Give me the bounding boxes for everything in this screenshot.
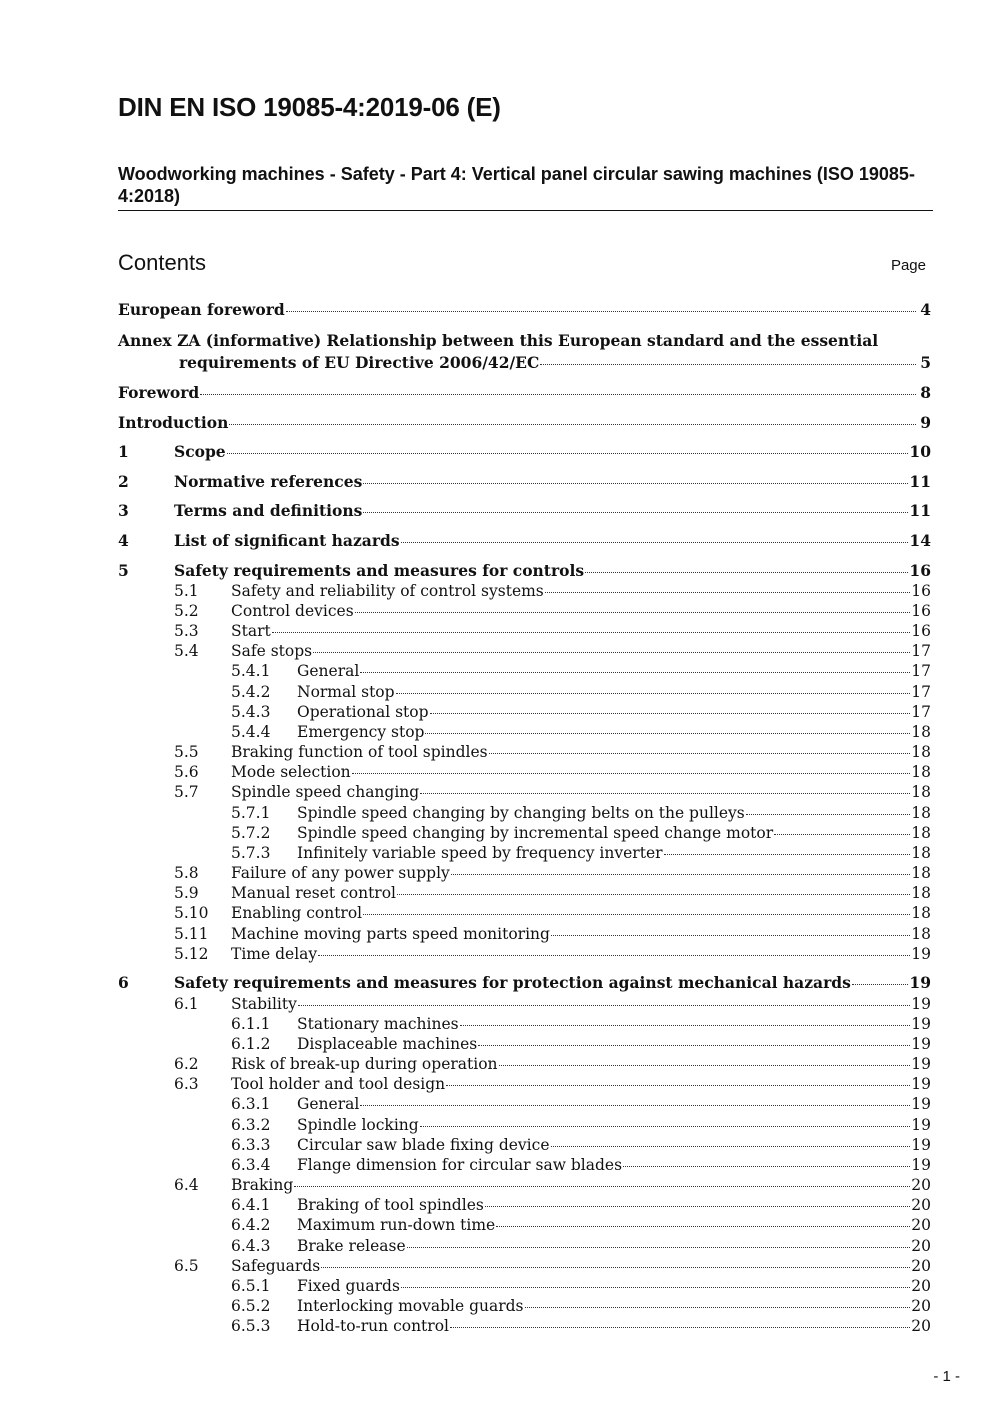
toc-leader-dots <box>496 1226 910 1227</box>
toc-leader-dots <box>852 984 909 985</box>
contents-heading: Contents <box>118 250 207 275</box>
toc-entry-page: 19 <box>911 945 931 963</box>
toc-entry-6-5-3[interactable] <box>118 1316 931 1336</box>
toc-leader-dots <box>352 773 911 774</box>
toc-entry-page: 19 <box>911 1055 931 1073</box>
toc-entry-title: Mode selection <box>231 763 351 781</box>
toc-leader-dots <box>360 1105 910 1106</box>
toc-entry-page: 11 <box>909 501 931 520</box>
toc-entry-number: 5.12 <box>174 945 209 963</box>
toc-leader-dots <box>401 1287 910 1288</box>
toc-entry-introduction[interactable] <box>118 413 931 433</box>
toc-entry-number: 5.8 <box>174 864 199 882</box>
toc-entry-page: 20 <box>911 1257 931 1275</box>
toc-entry-page: 17 <box>911 662 931 680</box>
toc-entry-5-7-2[interactable] <box>118 823 931 843</box>
toc-leader-dots <box>321 1267 910 1268</box>
toc-entry-page: 19 <box>911 1156 931 1174</box>
toc-leader-dots <box>446 1085 910 1086</box>
toc-entry-page: 20 <box>911 1277 931 1295</box>
document-id: DIN EN ISO 19085-4:2019-06 (E) <box>118 92 501 122</box>
toc-leader-dots <box>425 733 910 734</box>
toc-entry-title: Start <box>231 622 271 640</box>
toc-entry-6-1-1[interactable] <box>118 1014 931 1034</box>
toc-entry-page: 20 <box>911 1237 931 1255</box>
toc-entry-6-3-1[interactable] <box>118 1094 931 1114</box>
toc-entry-6-1-2[interactable] <box>118 1034 931 1054</box>
toc-entry-number: 5.3 <box>174 622 199 640</box>
toc-entry-number: 6.1 <box>174 995 199 1013</box>
toc-entry-page: 19 <box>911 995 931 1013</box>
toc-leader-dots <box>540 364 916 365</box>
toc-leader-dots <box>272 632 911 633</box>
toc-entry-6-5[interactable] <box>118 1256 931 1276</box>
toc-leader-dots <box>363 512 908 513</box>
toc-leader-dots <box>229 424 916 425</box>
toc-entry-page: 16 <box>909 561 931 580</box>
toc-entry-page: 20 <box>911 1196 931 1214</box>
toc-entry-6-1[interactable] <box>118 994 931 1014</box>
toc-leader-dots <box>286 311 916 312</box>
toc-entry-title: Emergency stop <box>297 723 425 741</box>
toc-entry-annex-za-line1[interactable]: Annex ZA (informative) Relationship between this European standard and the essential <box>118 331 879 350</box>
document-title: Woodworking machines - Safety - Part 4: Vertical panel circular sawing machines (ISO 19085-4:2018) <box>118 164 915 206</box>
toc-entry-page: 14 <box>909 531 931 550</box>
toc-entry-title: Enabling control <box>231 904 363 922</box>
toc-entry-title: Stationary machines <box>297 1015 459 1033</box>
toc-leader-dots <box>420 793 910 794</box>
toc-entry-page: 17 <box>911 703 931 721</box>
toc-entry-5-2[interactable] <box>118 601 931 621</box>
toc-entry-5-11[interactable] <box>118 924 931 944</box>
toc-leader-dots <box>200 394 916 395</box>
toc-entry-6-3-4[interactable] <box>118 1155 931 1175</box>
toc-entry-6-4-2[interactable] <box>118 1215 931 1235</box>
toc-entry-page: 16 <box>911 622 931 640</box>
toc-leader-dots <box>360 672 910 673</box>
toc-leader-dots <box>451 874 910 875</box>
toc-entry-title: Spindle speed changing <box>231 783 420 801</box>
toc-leader-dots <box>420 1126 911 1127</box>
toc-entry-page: 19 <box>911 1095 931 1113</box>
toc-entry-title: Foreword <box>118 383 200 402</box>
toc-entry-number: 4 <box>118 531 129 550</box>
toc-entry-title: Spindle speed changing by changing belts on the pulleys <box>297 804 745 822</box>
toc-entry-6-3-3[interactable] <box>118 1135 931 1155</box>
toc-entry-page: 18 <box>911 925 931 943</box>
toc-entry-title: Normal stop <box>297 683 395 701</box>
toc-entry-5-5[interactable] <box>118 742 931 762</box>
toc-entry-title: Scope <box>174 442 226 461</box>
toc-entry-european-foreword[interactable] <box>118 300 931 320</box>
toc-entry-page: 20 <box>911 1216 931 1234</box>
toc-entry-foreword[interactable] <box>118 383 931 403</box>
toc-entry-page: 5 <box>920 353 931 372</box>
toc-entry-title: Safety requirements and measures for protection against mechanical hazards <box>174 973 851 992</box>
toc-entry-title: Braking of tool spindles <box>297 1196 484 1214</box>
toc-entry-number: 5.5 <box>174 743 199 761</box>
toc-entry-number: 6.4.3 <box>231 1237 271 1255</box>
toc-entry-6-4-3[interactable] <box>118 1236 931 1256</box>
toc-entry-number: 5.4.4 <box>231 723 271 741</box>
toc-entry-page: 19 <box>911 1136 931 1154</box>
toc-entry-number: 2 <box>118 472 129 491</box>
toc-entry-title: Time delay <box>231 945 318 963</box>
toc-leader-dots <box>460 1025 911 1026</box>
toc-entry-title: Safe stops <box>231 642 313 660</box>
toc-leader-dots <box>774 834 910 835</box>
toc-entry-title: Operational stop <box>297 703 429 721</box>
toc-entry-number: 5.10 <box>174 904 209 922</box>
toc-entry-number: 5.7.1 <box>231 804 271 822</box>
toc-entry-title: List of significant hazards <box>174 531 400 550</box>
toc-entry-title: Safeguards <box>231 1257 321 1275</box>
toc-entry-title: Tool holder and tool design <box>231 1075 446 1093</box>
toc-entry-page: 17 <box>911 683 931 701</box>
toc-entry-title: Terms and definitions <box>174 501 363 520</box>
toc-leader-dots <box>499 1065 911 1066</box>
toc-entry-title: Fixed guards <box>297 1277 400 1295</box>
toc-entry-page: 18 <box>911 723 931 741</box>
toc-leader-dots <box>450 1327 910 1328</box>
toc-entry-number: 6.5.1 <box>231 1277 271 1295</box>
toc-entry-number: 6.4.1 <box>231 1196 271 1214</box>
toc-entry-4[interactable] <box>118 531 931 551</box>
toc-entry-5-7-1[interactable] <box>118 803 931 823</box>
toc-entry-number: 6.1.1 <box>231 1015 271 1033</box>
toc-entry-number: 6.3.2 <box>231 1116 271 1134</box>
toc-entry-5-4-2[interactable] <box>118 682 931 702</box>
toc-entry-page: 18 <box>911 844 931 862</box>
toc-entry-number: 6 <box>118 973 129 992</box>
toc-entry-title: Safety requirements and measures for controls <box>174 561 585 580</box>
toc-entry-page: 17 <box>911 642 931 660</box>
toc-entry-title: Interlocking movable guards <box>297 1297 524 1315</box>
toc-entry-page: 20 <box>911 1297 931 1315</box>
toc-entry-title: Hold-to-run control <box>297 1317 449 1335</box>
toc-entry-title: Braking <box>231 1176 294 1194</box>
toc-entry-5-1[interactable] <box>118 581 931 601</box>
toc-entry-number: 6.5.3 <box>231 1317 271 1335</box>
toc-entry-title: Failure of any power supply <box>231 864 450 882</box>
toc-entry-page: 18 <box>911 804 931 822</box>
toc-leader-dots <box>485 1206 910 1207</box>
toc-entry-page: 18 <box>911 824 931 842</box>
toc-entry-page: 16 <box>911 582 931 600</box>
toc-entry-page: 18 <box>911 783 931 801</box>
toc-entry-title: General <box>297 1095 360 1113</box>
toc-entry-title: requirements of EU Directive 2006/42/EC <box>179 353 540 372</box>
toc-entry-5-4[interactable] <box>118 641 931 661</box>
toc-entry-5-4-1[interactable] <box>118 661 931 681</box>
toc-entry-number: 6.3.4 <box>231 1156 271 1174</box>
toc-entry-number: 5.2 <box>174 602 199 620</box>
toc-leader-dots <box>355 612 911 613</box>
toc-entry-5-3[interactable] <box>118 621 931 641</box>
toc-entry-6-4-1[interactable] <box>118 1195 931 1215</box>
toc-entry-5-12[interactable] <box>118 944 931 964</box>
toc-entry-page: 20 <box>911 1176 931 1194</box>
toc-entry-title: Manual reset control <box>231 884 396 902</box>
toc-entry-title: Braking function of tool spindles <box>231 743 488 761</box>
toc-leader-dots <box>397 894 910 895</box>
toc-entry-title: Stability <box>231 995 297 1013</box>
toc-entry-page: 19 <box>911 1015 931 1033</box>
toc-entry-page: 8 <box>920 383 931 402</box>
toc-entry-title: Displaceable machines <box>297 1035 478 1053</box>
toc-leader-dots <box>478 1045 910 1046</box>
toc-entry-number: 5.7.2 <box>231 824 271 842</box>
toc-entry-title: Infinitely variable speed by frequency inverter <box>297 844 663 862</box>
toc-entry-number: 5.9 <box>174 884 199 902</box>
toc-entry-6-4[interactable] <box>118 1175 931 1195</box>
toc-entry-number: 6.5.2 <box>231 1297 271 1315</box>
toc-leader-dots <box>298 1005 910 1006</box>
toc-entry-title: Introduction <box>118 413 229 432</box>
toc-entry-number: 5.4.2 <box>231 683 271 701</box>
toc-entry-number: 1 <box>118 442 129 461</box>
toc-entry-title: General <box>297 662 360 680</box>
toc-entry-page: 18 <box>911 763 931 781</box>
toc-entry-title: Control devices <box>231 602 354 620</box>
toc-entry-page: 9 <box>920 413 931 432</box>
toc-entry-number: 6.2 <box>174 1055 199 1073</box>
toc-entry-page: 16 <box>911 602 931 620</box>
toc-entry-5[interactable] <box>118 561 931 581</box>
toc-entry-page: 18 <box>911 743 931 761</box>
toc-entry-number: 5.4.3 <box>231 703 271 721</box>
toc-entry-number: 5.4.1 <box>231 662 271 680</box>
toc-entry-6-5-1[interactable] <box>118 1276 931 1296</box>
toc-entry-number: 6.3 <box>174 1075 199 1093</box>
toc-entry-title: Machine moving parts speed monitoring <box>231 925 550 943</box>
toc-entry-title: European foreword <box>118 300 285 319</box>
toc-entry-title: Risk of break-up during operation <box>231 1055 498 1073</box>
toc-entry-title: Spindle speed changing by incremental speed change motor <box>297 824 774 842</box>
toc-leader-dots <box>401 542 909 543</box>
toc-leader-dots <box>318 955 910 956</box>
toc-leader-dots <box>396 693 911 694</box>
toc-leader-dots <box>545 592 911 593</box>
toc-entry-page: 18 <box>911 904 931 922</box>
toc-entry-5-9[interactable] <box>118 883 931 903</box>
toc-leader-dots <box>551 935 910 936</box>
toc-entry-1[interactable] <box>118 442 931 462</box>
toc-entry-number: 6.3.1 <box>231 1095 271 1113</box>
toc-entry-6-3-2[interactable] <box>118 1115 931 1135</box>
toc-entry-number: 6.4.2 <box>231 1216 271 1234</box>
toc-entry-6[interactable] <box>118 973 931 993</box>
toc-entry-page: 11 <box>909 472 931 491</box>
toc-entry-title: Brake release <box>297 1237 406 1255</box>
toc-leader-dots <box>525 1307 911 1308</box>
toc-entry-page: 20 <box>911 1317 931 1335</box>
toc-entry-title: Safety and reliability of control systems <box>231 582 544 600</box>
table-of-contents <box>118 0 931 1403</box>
toc-leader-dots <box>313 652 910 653</box>
toc-entry-5-7-3[interactable] <box>118 843 931 863</box>
toc-entry-page: 18 <box>911 864 931 882</box>
toc-entry-page: 19 <box>909 973 931 992</box>
toc-entry-title: Normative references <box>174 472 363 491</box>
toc-entry-number: 3 <box>118 501 129 520</box>
footer-page-number: - 1 - <box>933 1368 960 1385</box>
toc-leader-dots <box>430 713 911 714</box>
toc-leader-dots <box>664 854 911 855</box>
toc-entry-title: Circular saw blade fixing device <box>297 1136 550 1154</box>
toc-entry-number: 6.1.2 <box>231 1035 271 1053</box>
toc-entry-5-8[interactable] <box>118 863 931 883</box>
toc-leader-dots <box>623 1166 910 1167</box>
toc-entry-title: Maximum run-down time <box>297 1216 496 1234</box>
toc-entry-number: 5.11 <box>174 925 209 943</box>
toc-entry-number: 6.5 <box>174 1257 199 1275</box>
toc-entry-page: 19 <box>911 1116 931 1134</box>
toc-entry-page: 18 <box>911 884 931 902</box>
toc-entry-6-5-2[interactable] <box>118 1296 931 1316</box>
toc-entry-5-7[interactable] <box>118 782 931 802</box>
toc-entry-5-4-4[interactable] <box>118 722 931 742</box>
toc-entry-5-4-3[interactable] <box>118 702 931 722</box>
toc-entry-page: 19 <box>911 1075 931 1093</box>
toc-leader-dots <box>363 483 908 484</box>
toc-entry-number: 5.7 <box>174 783 199 801</box>
toc-entry-page: 19 <box>911 1035 931 1053</box>
toc-entry-number: 5.6 <box>174 763 199 781</box>
toc-entry-annex-za[interactable] <box>118 353 931 373</box>
toc-entry-5-6[interactable] <box>118 762 931 782</box>
toc-entry-page: 4 <box>920 300 931 319</box>
toc-entry-number: 5.7.3 <box>231 844 271 862</box>
toc-leader-dots <box>746 814 911 815</box>
toc-entry-number: 5.4 <box>174 642 199 660</box>
toc-entry-number: 5 <box>118 561 129 580</box>
toc-leader-dots <box>407 1247 911 1248</box>
page-column-label: Page <box>890 257 926 274</box>
toc-entry-title: Spindle locking <box>297 1116 419 1134</box>
toc-leader-dots <box>363 914 910 915</box>
toc-entry-number: 5.1 <box>174 582 199 600</box>
toc-entry-6-3[interactable] <box>118 1074 931 1094</box>
toc-leader-dots <box>585 572 908 573</box>
toc-leader-dots <box>489 753 911 754</box>
toc-leader-dots <box>551 1146 911 1147</box>
toc-entry-2[interactable] <box>118 472 931 492</box>
toc-leader-dots <box>227 453 909 454</box>
toc-entry-6-2[interactable] <box>118 1054 931 1074</box>
toc-entry-3[interactable] <box>118 501 931 521</box>
toc-entry-page: 10 <box>909 442 931 461</box>
toc-entry-5-10[interactable] <box>118 903 931 923</box>
toc-entry-number: 6.4 <box>174 1176 199 1194</box>
toc-entry-title: Flange dimension for circular saw blades <box>297 1156 623 1174</box>
toc-entry-number: 6.3.3 <box>231 1136 271 1154</box>
toc-leader-dots <box>294 1186 910 1187</box>
